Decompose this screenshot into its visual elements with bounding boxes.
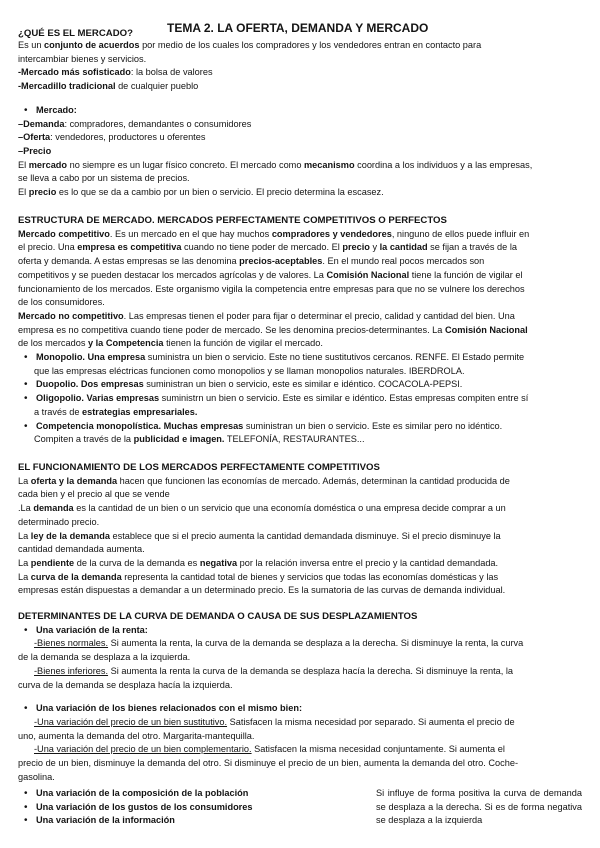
text-line: cada bien y el precio al que se vende	[18, 489, 170, 500]
text-line: Mercado competitivo. Es un mercado en el que hay muchos compradores y vendedores, ninguno de ellos puede influir en	[18, 228, 530, 239]
text-line: de los consumidores.	[18, 297, 105, 308]
text-line: precio de un bien, disminuye la demanda del otro. Si disminuye el precio de un bien, aumenta la demanda del otro. Coche-	[18, 758, 519, 769]
text-line: -Mercadillo tradicional de cualquier pueblo	[18, 81, 199, 92]
text-line: empresas están dispuestas a demandar a un determinado precio. Es la sumatoria de las curvas de demanda individual.	[18, 585, 506, 596]
text-line: de la demanda se desplaza a la izquierda.	[18, 652, 191, 663]
bullet-item-monopolio: • Monopolio. Una empresa suministra un bien o servicio. Este no tiene sustitutivos cercanos. RENFE. El Estado permite	[18, 351, 584, 365]
text-line: que las empresas eléctricas funcionen como monopolios y se llaman monopolios naturales. IBERDROLA.	[34, 365, 465, 376]
bullet-item-relacionados: • Una variación de los bienes relacionados con el mismo bien:	[18, 702, 584, 716]
text-line: Compiten a través de la publicidad e imagen. TELEFONÍA, RESTAURANTES...	[34, 434, 365, 445]
text-line: a través de estrategias empresariales.	[34, 406, 198, 417]
text-line: Es un conjunto de acuerdos por medio de los cuales los compradores y los vendedores entran en contacto para	[18, 40, 482, 50]
section-heading-que-es: ¿QUÉ ES EL MERCADO?	[18, 28, 133, 39]
intro-block	[18, 39, 584, 200]
text-line: competitivos y se pueden destacar los mercados agrícolas y de valores. La Comisión Nacional tiene la función de vigilar el	[18, 269, 523, 280]
text-line: La ley de la demanda establece que si el precio aumenta la cantidad demandada disminuye. Si el precio disminuye la	[18, 530, 501, 541]
text-line: el precio. Una empresa es competitiva cuando no tiene poder de mercado. El precio y la cantidad se fijan a través de la	[18, 242, 517, 253]
text-line: funcionamiento de los mercados. Este organismo vigila la competencia entre empresas para que no se vulnere los derechos	[18, 283, 525, 294]
text-line: se lleva a cabo por un sistema de precios.	[18, 173, 190, 184]
bullet-item: • Una variación de la información	[18, 814, 252, 828]
text-line: de los mercados y la Competencia tienen la función de vigilar el mercado.	[18, 338, 323, 349]
bullet-item-competencia: • Competencia monopolística. Muchas empresas suministran un bien o servicio. Este es similar pero no idéntico.	[18, 420, 584, 434]
bullet-item-duopolio: • Duopolio. Dos empresas suministran un bien o servicio, este es similar e idéntico. COCACOLA-PEPSI.	[18, 378, 584, 392]
section-heading-estructura: ESTRUCTURA DE MERCADO. MERCADOS PERFECTAMENTE COMPETITIVOS O PERFECTOS	[18, 215, 447, 226]
text-line: .La demanda es la cantidad de un bien o un servicio que una economía doméstica o una empresa decide comprar a un	[18, 503, 506, 514]
determinantes-block	[18, 610, 584, 784]
text-line: -Mercado más sofisticado: la bolsa de valores	[18, 67, 213, 78]
bullet-item: • Mercado:	[18, 104, 584, 118]
text-line: Mercado no competitivo. Las empresas tienen el poder para fijar o determinar el precio, calidad y cantidad del bien. Una	[18, 310, 515, 321]
text-line: gasolina.	[18, 771, 55, 782]
page-title: TEMA 2. LA OFERTA, DEMANDA Y MERCADO	[167, 21, 429, 35]
text-line: oferta y demanda. A estas empresas se las denomina precios-aceptables. En el mundo real pocos mercados son	[18, 256, 485, 267]
side-note: Si influye de forma positiva la curva de demanda se desplaza a la derecha. Si es de forma negativa se desplaza a la izquierda	[376, 788, 582, 826]
text-line: -Bienes normales. Si aumenta la renta, la curva de la demanda se desplaza a la derecha. Si disminuye la renta, la curva	[34, 638, 524, 649]
text-line: intercambiar bienes y servicios.	[18, 53, 147, 64]
text-line: La oferta y la demanda hacen que funcionen las economías de mercado. Además, determinan la cantidad producida de	[18, 475, 510, 486]
section-heading-determinantes: DETERMINANTES DE LA CURVA DE DEMANDA O CAUSA DE SUS DESPLAZAMIENTOS	[18, 611, 418, 622]
text-line: –Oferta: vendedores, productores u oferentes	[18, 132, 206, 143]
estructura-block	[18, 214, 584, 447]
text-line: –Precio	[18, 145, 52, 156]
bullet-item-oligopolio: • Oligopolio. Varias empresas suministrn un bien o servicio. Este es similar e idéntico. Estas empresas compiten entre sí	[18, 392, 584, 406]
determinantes-list	[18, 787, 252, 828]
bullet-item: • Una variación de la composición de la población	[18, 787, 252, 801]
text-line: La pendiente de la curva de la demanda es negativa por la relación inversa entre el precio y la cantidad demandada.	[18, 557, 499, 568]
text-line: uno, aumenta la demanda del otro. Margarita-mantequilla.	[18, 730, 255, 741]
text-line: El mercado no siempre es un lugar físico concreto. El mercado como mecanismo coordina a los individuos y a las empresas,	[18, 159, 533, 170]
text-line: empresa es no competitiva cuando tiene poder de mercado. Se les denomina precios-determinantes. La Comisión Nacional	[18, 324, 528, 335]
funcionamiento-block	[18, 461, 584, 598]
section-heading-funcionamiento: EL FUNCIONAMIENTO DE LOS MERCADOS PERFECTAMENTE COMPETITIVOS	[18, 462, 380, 473]
text-line: determinado precio.	[18, 516, 100, 527]
text-line: –Demanda: compradores, demandantes o consumidores	[18, 118, 252, 129]
text-line: cantidad demandada aumenta.	[18, 544, 145, 555]
text-line: curva de la demanda se desplaza hacía la izquierda.	[18, 679, 233, 690]
text-line: La curva de la demanda representa la cantidad total de bienes y servicios que todas las economías domésticas y las	[18, 571, 499, 582]
text-line: -Bienes inferiores. Si aumenta la renta la curva de la demanda se desplaza hacía la derecha. Si disminuye la renta, la	[34, 665, 514, 676]
bullet-item: • Una variación de los gustos de los consumidores	[18, 801, 252, 815]
text-line: -Una variación del precio de un bien sustitutivo. Satisfacen la misma necesidad por separado. Si aumenta el precio de	[34, 716, 515, 727]
text-line: El precio es lo que se da a cambio por un bien o servicio. El precio determina la escasez.	[18, 187, 384, 198]
text-line: -Una variación del precio de un bien complementario. Satisfacen la misma necesidad conjuntamente. Si aumenta el	[34, 744, 505, 755]
bullet-item-renta: • Una variación de la renta:	[18, 624, 584, 638]
